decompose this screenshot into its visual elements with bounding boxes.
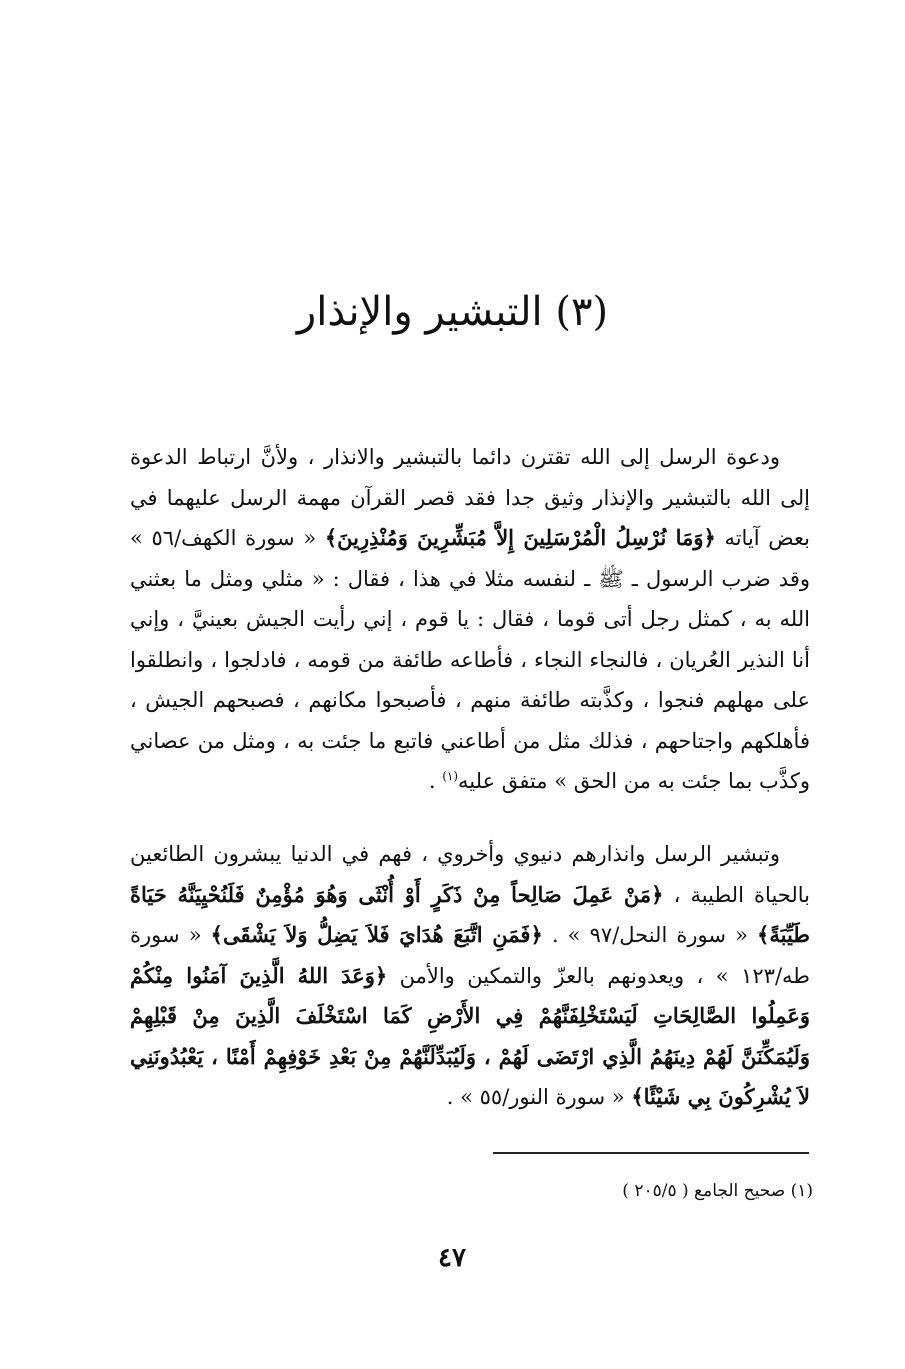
quran-verse: ﴿مَنْ عَمِلَ صَالِحاً مِنْ ذَكَرٍ أَوْ أُنْثَى وَهُوَ مُؤْمِنٌ فَلَنُحْيِيَنَّهُ حَيَاةً طَيِّبَةً﴾ <box>130 881 810 947</box>
paragraph-2 <box>130 834 810 1118</box>
paragraph-text: « سورة الكهف/٥٦ » وقد ضرب الرسول ـ ﷺ ـ لنفسه مثلا في هذا ، فقال : « مثلي ومثل ما بعثني الله به ، كمثل رجل أتى قوما ، فقال : يا قوم ، إني رأيت الجيش بعينيَّ ، وإني أنا النذير العُريان ، فالنجاء النجاء ، فأطاعه طائفة من قومه ، فادلجوا ، وانطلقوا على مهلهم فنجوا ، وكذَّبته طائفة منهم ، فأصبحوا مكانهم ، فصبحهم الجيش ، فأهلكهم واجتاحهم ، فذلك مثل من أطاعني فاتبع ما جئت به ، ومثل من عصاني وكذَّب بما جئت به من الحق » متفق عليه <box>130 526 810 793</box>
chapter-title: (٣) التبشير والإنذار <box>296 289 609 335</box>
paragraph-text: ودعوة الرسل إلى الله تقترن دائما بالتبشير والانذار ، ولأنَّ ارتباط الدعوة إلى الله بالتبشير والإنذار وثيق جدا فقد قصر القرآن مهمة الرسل عليهما في بعض آياته <box>130 445 810 550</box>
paragraph-text: « سورة طه/١٢٣ » ، ويعدونهم بالعزّ والتمكين والأمن <box>130 923 810 988</box>
paragraph-text: « سورة النحل/٩٧ » . <box>542 923 758 947</box>
quran-verse: ﴿وَعَدَ اللهُ الَّذِينَ آمَنُوا مِنْكُمْ وَعَمِلُوا الصَّالِحَاتِ لَيَسْتَخْلِفَنَّهُمْ فِي الأَرْضِ كَمَا اسْتَخْلَفَ الَّذِينَ مِنْ قَبْلِهِمْ وَلَيُمَكِّنَنَّ لَهُمْ دِينَهُمُ الَّذِي ارْتَضَى لَهُمْ ، وَلَيُبَدِّلَنَّهُمْ مِنْ بَعْدِ خَوْفِهِمْ أَمْنًا ، يَعْبُدُونَنِي لاَ يُشْرِكُونَ بِي شَيْئًا﴾ <box>130 962 810 1109</box>
quran-verse: ﴿وَمَا نُرْسِلُ الْمُرْسَلِينَ إِلاَّ مُبَشِّرِينَ وَمُنْذِرِينَ﴾ <box>324 525 716 550</box>
footnote: (١) صحيح الجامع ( ٢٠٥/٥ ) <box>622 1181 813 1201</box>
footnote-marker: (١) <box>442 769 459 783</box>
footnote-divider <box>493 1152 809 1154</box>
paragraph-text: وتبشير الرسل وانذارهم دنيوي وأخروي ، فهم في الدنيا يبشرون الطائعين بالحياة الطيبة ، <box>130 842 810 907</box>
quran-verse: ﴿فَمَنِ اتَّبَعَ هُدَايَ فَلاَ يَضِلُّ وَلاَ يَشْقَى﴾ <box>210 922 543 947</box>
paragraph-1 <box>130 437 810 802</box>
paragraph-text: . <box>428 769 443 793</box>
paragraph-text: « سورة النور/٥٥ » . <box>446 1085 632 1109</box>
page-number: ٤٧ <box>438 1243 466 1273</box>
